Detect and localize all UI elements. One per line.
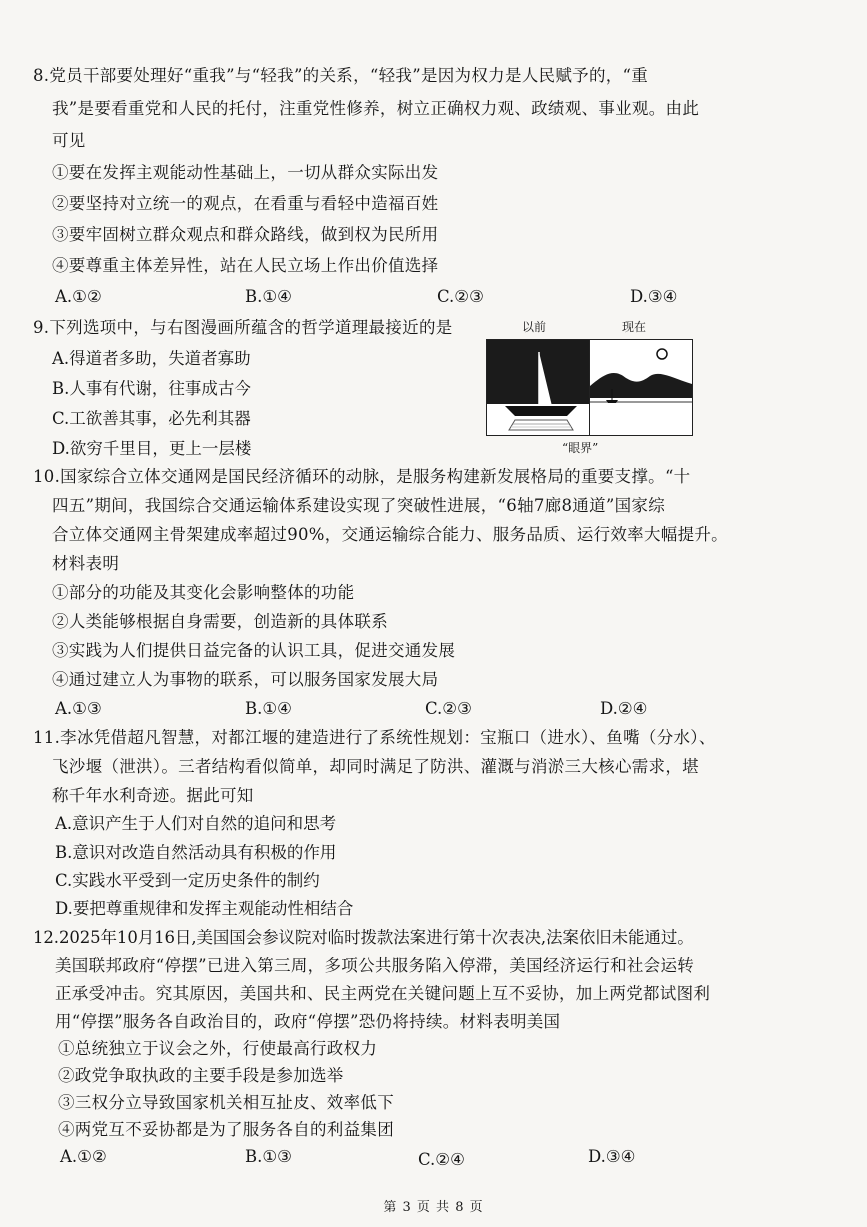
- cartoon-figure: [484, 317, 696, 457]
- cartoon-panel-before: [486, 339, 590, 436]
- q10-option-b[interactable]: B.①④: [245, 699, 292, 718]
- q12-item-2: ②政党争取执政的主要手段是参加选举: [58, 1066, 344, 1085]
- q10-option-a[interactable]: A.①③: [55, 699, 102, 718]
- q12-option-c[interactable]: C.②④: [418, 1150, 465, 1169]
- q12-stem-line-1: 12.2025年10月16日,美国国会参议院对临时拨款法案进行第十次表决,法案依旧未能通过。: [33, 928, 694, 947]
- q12-item-4: ④两党互不妥协都是为了服务各自的利益集团: [58, 1120, 394, 1139]
- q12-option-b[interactable]: B.①③: [245, 1147, 292, 1166]
- q10-item-2: ②人类能够根据自身需要，创造新的具体联系: [52, 612, 388, 631]
- q11-stem-line-2: 飞沙堰（泄洪）。三者结构看似简单，却同时满足了防洪、灌溉与消淤三大核心需求，堪: [52, 757, 699, 776]
- q10-stem-line-4: 材料表明: [52, 554, 120, 573]
- q9-stem: 9.下列选项中，与右图漫画所蕴含的哲学道理最接近的是: [33, 318, 453, 337]
- q12-item-3: ③三权分立导致国家机关相互扯皮、效率低下: [58, 1093, 394, 1112]
- q11-option-d[interactable]: D.要把尊重规律和发挥主观能动性相结合: [55, 899, 354, 918]
- q11-option-b[interactable]: B.意识对改造自然活动具有积极的作用: [55, 843, 337, 862]
- q10-stem-line-1: 10.国家综合立体交通网是国民经济循环的动脉，是服务构建新发展格局的重要支撑。“十: [33, 467, 691, 486]
- q8-item-2: ②要坚持对立统一的观点，在看重与看轻中造福百姓: [52, 194, 439, 213]
- q8-option-d[interactable]: D.③④: [630, 287, 678, 306]
- q8-option-a[interactable]: A.①②: [55, 287, 102, 306]
- q11-stem-line-3: 称千年水利奇迹。据此可知: [52, 786, 254, 805]
- q12-option-d[interactable]: D.③④: [588, 1147, 636, 1166]
- q8-item-1: ①要在发挥主观能动性基础上，一切从群众实际出发: [52, 163, 439, 182]
- now-scene-illustration: [590, 340, 692, 435]
- q8-stem-line-2: 我”是要看重党和人民的托付，注重党性修养，树立正确权力观、政绩观、事业观。由此: [52, 99, 700, 118]
- q11-stem-line-1: 11.李冰凭借超凡智慧，对都江堰的建造进行了系统性规划：宝瓶口（进水）、鱼嘴（分水）、: [33, 728, 716, 747]
- q9-option-a[interactable]: A.得道者多助，失道者寡助: [52, 349, 251, 368]
- cartoon-panel-now: [589, 339, 693, 436]
- q10-option-c[interactable]: C.②③: [425, 699, 472, 718]
- q8-item-3: ③要牢固树立群众观点和群众路线，做到权为民所用: [52, 225, 439, 244]
- q8-option-b[interactable]: B.①④: [245, 287, 292, 306]
- q10-item-4: ④通过建立人为事物的联系，可以服务国家发展大局: [52, 670, 439, 689]
- q9-option-d[interactable]: D.欲穷千里目，更上一层楼: [52, 439, 252, 458]
- cartoon-label-now: 现在: [622, 320, 647, 334]
- before-scene-illustration: [487, 340, 589, 435]
- q8-option-c[interactable]: C.②③: [437, 287, 484, 306]
- q10-item-3: ③实践为人们提供日益完备的认识工具，促进交通发展: [52, 641, 456, 660]
- q12-stem-line-3: 正承受冲击。究其原因，美国共和、民主两党在关键问题上互不妥协，加上两党都试图利: [55, 984, 711, 1003]
- q10-stem-line-2: 四五”期间，我国综合交通运输体系建设实现了突破性进展，“6轴7廊8通道”国家综: [52, 496, 665, 515]
- q10-option-d[interactable]: D.②④: [600, 699, 648, 718]
- cartoon-label-before: 以前: [522, 320, 547, 334]
- q9-option-c[interactable]: C.工欲善其事，必先利其器: [52, 409, 251, 428]
- cartoon-caption: “眼界”: [562, 441, 599, 455]
- q11-option-c[interactable]: C.实践水平受到一定历史条件的制约: [55, 871, 320, 890]
- q8-stem-line-3: 可见: [52, 131, 86, 150]
- q8-item-4: ④要尊重主体差异性，站在人民立场上作出价值选择: [52, 256, 439, 275]
- q12-option-a[interactable]: A.①②: [60, 1147, 107, 1166]
- q12-item-1: ①总统独立于议会之外，行使最高行政权力: [58, 1039, 378, 1058]
- q10-stem-line-3: 合立体交通网主骨架建成率超过90%，交通运输综合能力、服务品质、运行效率大幅提升。: [52, 525, 728, 544]
- q11-option-a[interactable]: A.意识产生于人们对自然的追问和思考: [55, 814, 337, 833]
- q12-stem-line-2: 美国联邦政府“停摆”已进入第三周，多项公共服务陷入停滞，美国经济运行和社会运转: [55, 956, 695, 975]
- q12-stem-line-4: 用“停摆”服务各自政治目的，政府“停摆”恐仍将持续。材料表明美国: [55, 1012, 561, 1031]
- q8-stem-line-1: 8.党员干部要处理好“重我”与“轻我”的关系，“轻我”是因为权力是人民赋予的，“重: [33, 66, 649, 85]
- q10-item-1: ①部分的功能及其变化会影响整体的功能: [52, 583, 355, 602]
- q9-option-b[interactable]: B.人事有代谢，往事成古今: [52, 379, 251, 398]
- page-number-footer: 第 3 页 共 8 页: [383, 1200, 484, 1215]
